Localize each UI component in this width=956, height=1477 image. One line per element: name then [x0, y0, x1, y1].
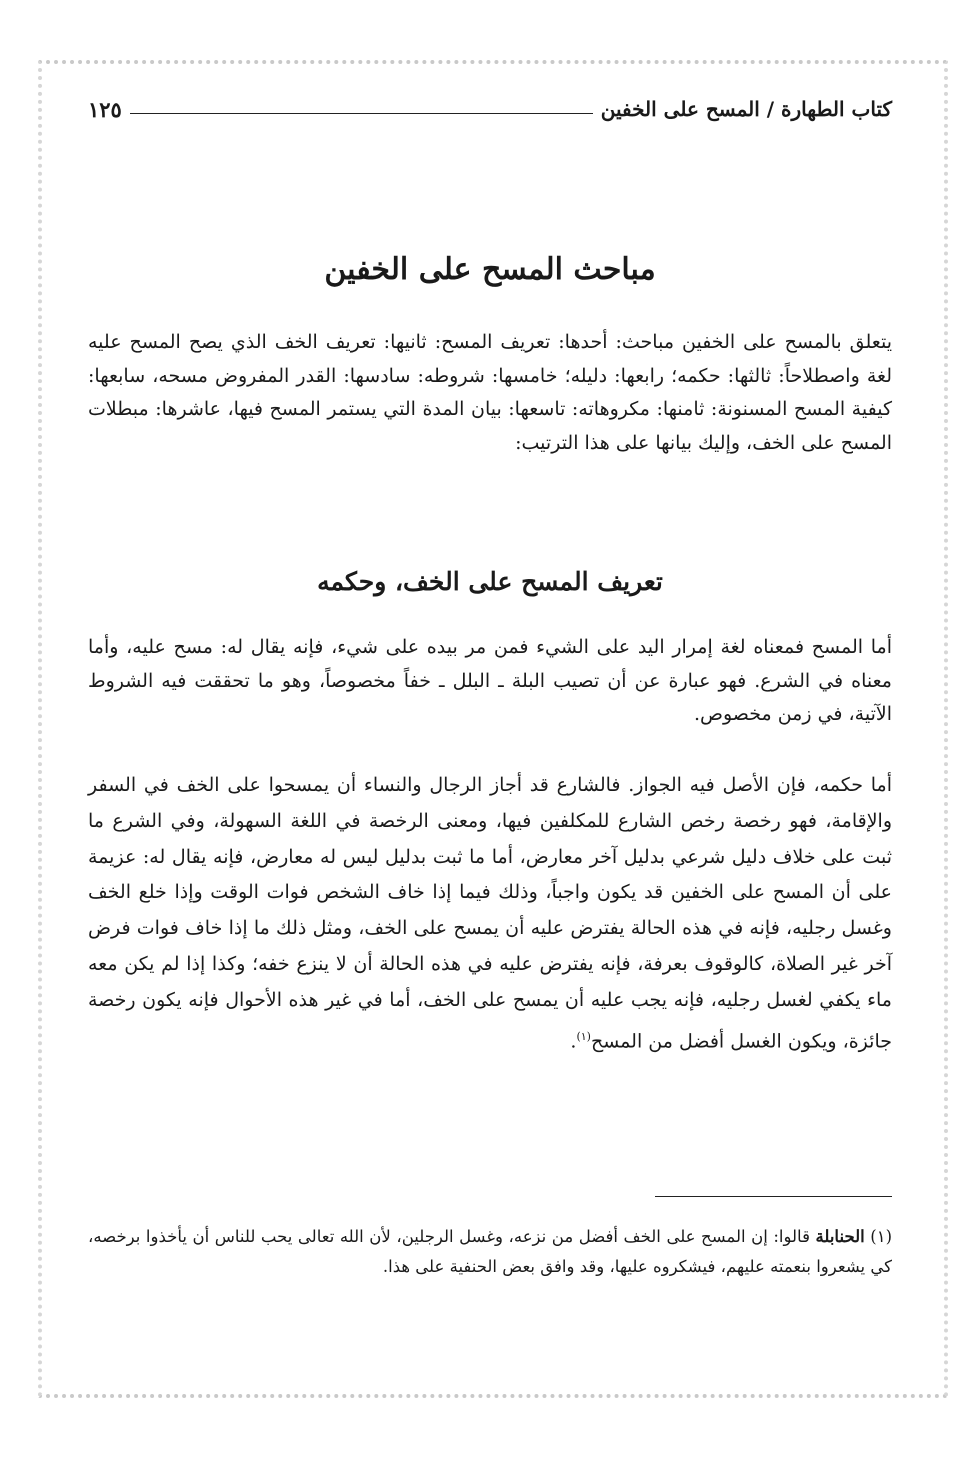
- footnote-text: قالوا: إن المسح على الخف أفضل من نزعه، وغسل الرجلين، لأن الله تعالى يحب للناس أن يأخذوا برخصه، كي يشعروا بنعمته عليهم، فيشكروه عليها، وقد وافق بعض الحنفية على هذا.: [88, 1227, 892, 1276]
- footnote: [88, 1222, 892, 1282]
- section-title: مباحث المسح على الخفين: [324, 252, 656, 287]
- header-title: كتاب الطهارة / المسح على الخفين: [600, 97, 892, 121]
- intro-paragraph: يتعلق بالمسح على الخفين مباحث: أحدها: تعريف المسح: ثانيها: تعريف الخف الذي يصح المسح عليه لغة واصطلاحاً: ثالثها: حكمه؛ رابعها: دليله؛ خامسها: شروطه: سادسها: القدر المفروض مسحه، سابعها: كيفية المسح المسنونة: ثامنها: مكروهاته: تاسعها: بيان المدة التي يستمر المسح فيها، عاشرها: مبطلات المسح على الخف، وإليك بيانها على هذا الترتيب:: [88, 331, 892, 454]
- footnote-marker: (١): [870, 1227, 892, 1246]
- running-header: [88, 92, 892, 126]
- ruling-paragraph-end: .: [570, 1029, 577, 1052]
- ruling-paragraph: [88, 768, 892, 1060]
- ruling-paragraph-text: أما حكمه، فإن الأصل فيه الجواز. فالشارع قد أجاز الرجال والنساء أن يمسحوا على الخف في السفر والإقامة، فهو رخصة رخص الشارع للمكلفين فيها، ومعنى الرخصة في اللغة السهولة، وفي الشرع ما ثبت على خلاف دليل شرعي بدليل آخر معارض، أما ما ثبت بدليل ليس له معارض، فإنه يقال له: عزيمة على أن المسح على الخفين قد يكون واجباً، وذلك فيما إذا خاف الشخص فوات الوقت وإذا خلع الخف وغسل رجليه، فإنه في هذه الحالة يفترض عليه أن يمسح على الخف، ومثل ذلك ما إذا خاف فوات فرض آخر غير الصلاة، كالوقوف بعرفة، فإنه يفترض عليه في هذه الحالة أن لا ينزع خفه؛ وكذا إذا لم يكن معه ماء يكفي لغسل رجليه، فإنه يجب عليه أن يمسح على الخف، أما في غير هذه الأحوال فإنه يكون رخصة جائزة، ويكون الغسل أفضل من المسح: [88, 774, 892, 1052]
- footnote-reference: (١): [576, 1029, 591, 1043]
- footnote-separator: [655, 1196, 892, 1197]
- definition-paragraph: أما المسح فمعناه لغة إمرار اليد على الشيء فمن مر بيده على شيء، فإنه يقال له: مسح عليه، وأما معناه في الشرع. فهو عبارة عن أن تصيب البلة ـ البلل ـ خفاً مخصوصاً، وهو ما تحققت فيه الشروط الآتية، في زمن مخصوص.: [88, 636, 892, 726]
- subsection-title: تعريف المسح على الخف، وحكمه: [317, 567, 663, 596]
- page-number: ١٢٥: [88, 96, 122, 122]
- footnote-lead: الحنابلة: [815, 1227, 865, 1246]
- header-rule: [130, 113, 593, 114]
